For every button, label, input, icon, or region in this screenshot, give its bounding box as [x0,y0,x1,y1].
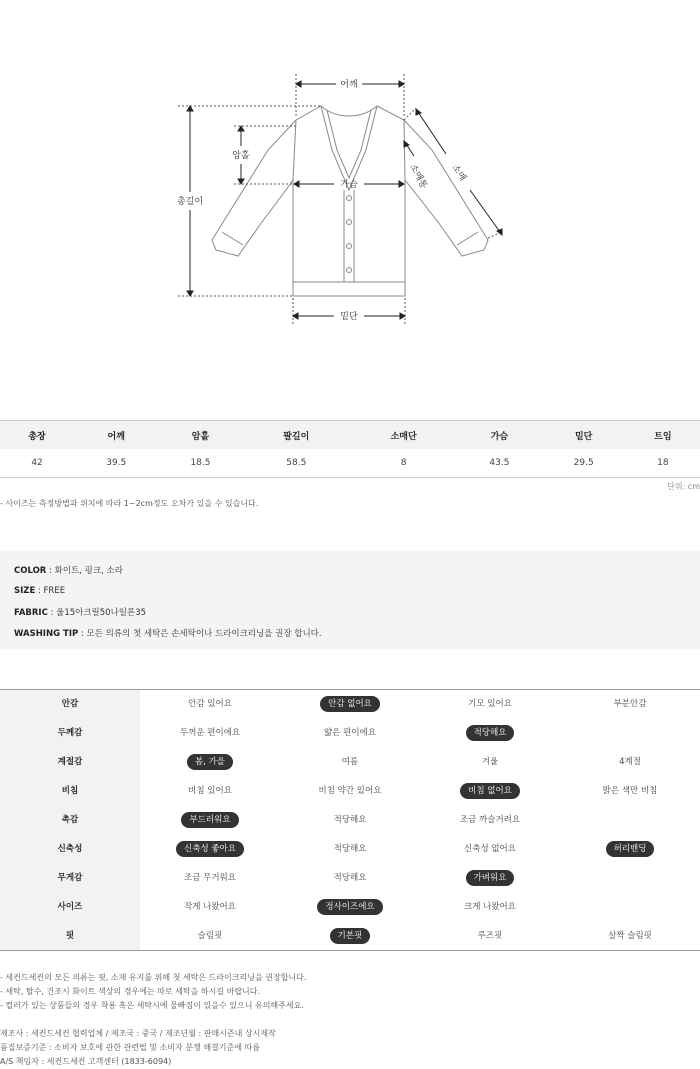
fit-option-cell [280,748,420,777]
fit-row-label: 촉감 [0,806,140,835]
garment-diagram [0,0,700,340]
size-header: 트임 [626,421,700,450]
fit-option: 조금 무거워요 [184,873,236,883]
fit-option: 루즈핏 [477,930,503,941]
fit-option: 여름 [341,757,359,767]
info-color-value: : 화이트, 핑크, 소라 [46,566,123,576]
info-fabric [14,606,146,618]
fit-option-cell [280,806,420,835]
button [347,220,352,225]
fit-option: 작게 나왔어요 [184,902,236,912]
size-header: 소매단 [350,421,457,450]
fit-row [0,864,700,893]
fit-row [0,893,700,922]
info-size-label: SIZE [14,586,36,596]
size-value: 58.5 [243,449,350,478]
fit-option: 두꺼운 편이에요 [179,728,241,738]
fit-option-cell [420,893,560,922]
fit-row-label: 사이즈 [0,893,140,922]
size-note: - 사이즈는 측정방법과 위치에 따라 1~2cm정도 오차가 있을 수 있습니다. [0,499,259,508]
fit-option-cell [420,806,560,835]
info-washing-label: WASHING TIP [14,629,79,639]
button [347,268,352,273]
fit-option-cell [560,893,700,922]
fit-option-selected: 기본핏 [330,928,371,944]
fit-option-cell [420,748,560,777]
fit-option-cell [420,777,560,806]
fit-option-selected: 봄, 가을 [187,754,233,770]
fit-option-selected: 허리밴딩 [606,841,655,857]
fit-option-cell [560,748,700,777]
fit-option-cell [420,719,560,748]
size-table-row [0,449,700,478]
fit-option-cell [140,748,280,777]
fit-option: 밝은 색만 비침 [602,786,658,796]
fit-row-label: 신축성 [0,835,140,864]
label-sleeve: 소매 [449,163,468,184]
product-info-box [0,551,700,649]
fit-row [0,690,700,719]
fit-option-cell [420,922,560,951]
fit-option-cell [280,719,420,748]
fit-row-label: 무게감 [0,864,140,893]
fit-option-cell [140,893,280,922]
size-header: 밑단 [542,421,626,450]
fit-option-cell [140,835,280,864]
fit-option-selected: 비침 없어요 [460,783,520,799]
fit-option: 크게 나왔어요 [464,902,516,912]
button [347,244,352,249]
fit-row [0,777,700,806]
size-value: 39.5 [74,449,158,478]
fit-option: 얇은 편이에요 [324,728,376,738]
fit-row [0,806,700,835]
info-fabric-value: : 울15아크릴50나일론35 [47,608,147,618]
label-total-length: 총길이 [176,197,204,207]
size-header: 암홀 [158,421,242,450]
fit-option-cell [420,864,560,893]
label-chest: 가슴 [340,180,358,190]
fit-option-cell [280,690,420,719]
size-table-header [0,421,700,450]
fit-row [0,748,700,777]
fit-option: 살짝 슬림핏 [608,930,652,941]
fit-option: 비침 있어요 [188,786,232,796]
label-armhole: 암홀 [232,151,250,161]
fit-option-cell [140,719,280,748]
fit-option-selected: 신축성 좋아요 [176,841,244,857]
company-line: 제조사 : 세컨드세컨 협력업체 / 제조국 : 중국 / 제조년월 : 판매시즌내 상시제작 [0,1029,276,1038]
fit-option-cell [280,922,420,951]
info-washing [14,627,322,639]
fit-option-cell [280,835,420,864]
fit-option: 적당해요 [333,815,367,825]
label-sleeve-opening: 소매통 [407,162,429,191]
fit-option-selected: 적당해요 [466,725,515,741]
fit-option-selected: 가벼워요 [466,870,515,886]
fit-option-cell [140,922,280,951]
size-value: 43.5 [457,449,541,478]
fit-table [0,689,700,951]
fit-option-cell [140,864,280,893]
fit-option: 슬림핏 [197,930,223,941]
fit-row [0,922,700,951]
fit-option: 안감 있어요 [188,699,232,710]
fit-row-label: 핏 [0,922,140,951]
info-color [14,564,123,576]
info-fabric-label: FABRIC [14,608,48,618]
fit-option-cell [560,922,700,951]
fit-option: 겨울 [481,757,499,767]
care-note: - 세탁, 탈수, 건조시 화이트 색상의 경우에는 따로 세탁을 하시길 바랍니다. [0,987,261,996]
info-color-label: COLOR [14,566,47,576]
fit-option: 기모 있어요 [468,699,512,710]
fit-option-selected: 정사이즈에요 [317,899,382,915]
fit-row [0,835,700,864]
button [347,196,352,201]
fit-option: 신축성 없어요 [464,844,516,854]
fit-option-cell [280,893,420,922]
fit-option: 적당해요 [333,873,367,883]
company-line: 품질보증기준 : 소비자 보호에 관한 관련법 및 소비자 분쟁 해결기준에 따름 [0,1043,260,1052]
fit-option-cell [420,690,560,719]
size-value: 18 [626,449,700,478]
fit-row-label: 계절감 [0,748,140,777]
fit-option-selected: 부드러워요 [181,812,238,828]
fit-option: 비침 약간 있어요 [318,786,382,796]
fit-row-label: 안감 [0,690,140,719]
size-header: 팔길이 [243,421,350,450]
label-shoulder: 어깨 [340,80,358,90]
fit-option-cell [560,806,700,835]
care-note: - 컬러가 있는 상품들의 경우 착용 혹은 세탁시에 물빠짐이 있을수 있으니 유의해주세요. [0,1001,304,1010]
fit-option: 부분안감 [613,699,647,710]
fit-option-selected: 안감 없어요 [320,696,380,712]
company-info [0,1027,276,1069]
unit-label: 단위: cm [667,482,700,491]
fit-option-cell [560,719,700,748]
fit-option-cell [280,864,420,893]
fit-option-cell [140,690,280,719]
info-size-value: : FREE [35,586,66,596]
fit-option-cell [280,777,420,806]
fit-row-label: 비침 [0,777,140,806]
fit-row-label: 두께감 [0,719,140,748]
size-value: 42 [0,449,74,478]
fit-row [0,719,700,748]
fit-option: 적당해요 [333,844,367,854]
size-value: 29.5 [542,449,626,478]
fit-option: 조금 까슬거려요 [459,815,521,825]
fit-option-cell [420,835,560,864]
label-hem: 밑단 [340,312,358,322]
care-notes [0,971,306,1013]
info-washing-value: : 모든 의류의 첫 세탁은 손세탁이나 드라이크리닝을 권장 합니다. [78,629,322,639]
fit-option-cell [140,777,280,806]
fit-option-cell [560,864,700,893]
info-size [14,586,65,596]
size-header: 총장 [0,421,74,450]
size-value: 18.5 [158,449,242,478]
fit-option-cell [560,690,700,719]
size-value: 8 [350,449,457,478]
company-line: A/S 책임자 : 세컨드세컨 고객센터 (1833-6094) [0,1057,172,1066]
fit-option: 4계절 [619,757,641,767]
size-table [0,420,700,478]
care-note: - 세컨드세컨의 모든 의류는 핏, 소재 유지를 위해 첫 세탁은 드라이크리닝을 권장합니다. [0,973,307,982]
size-header: 어깨 [74,421,158,450]
fit-option-cell [560,777,700,806]
fit-option-cell [140,806,280,835]
fit-option-cell [560,835,700,864]
size-header: 가슴 [457,421,541,450]
